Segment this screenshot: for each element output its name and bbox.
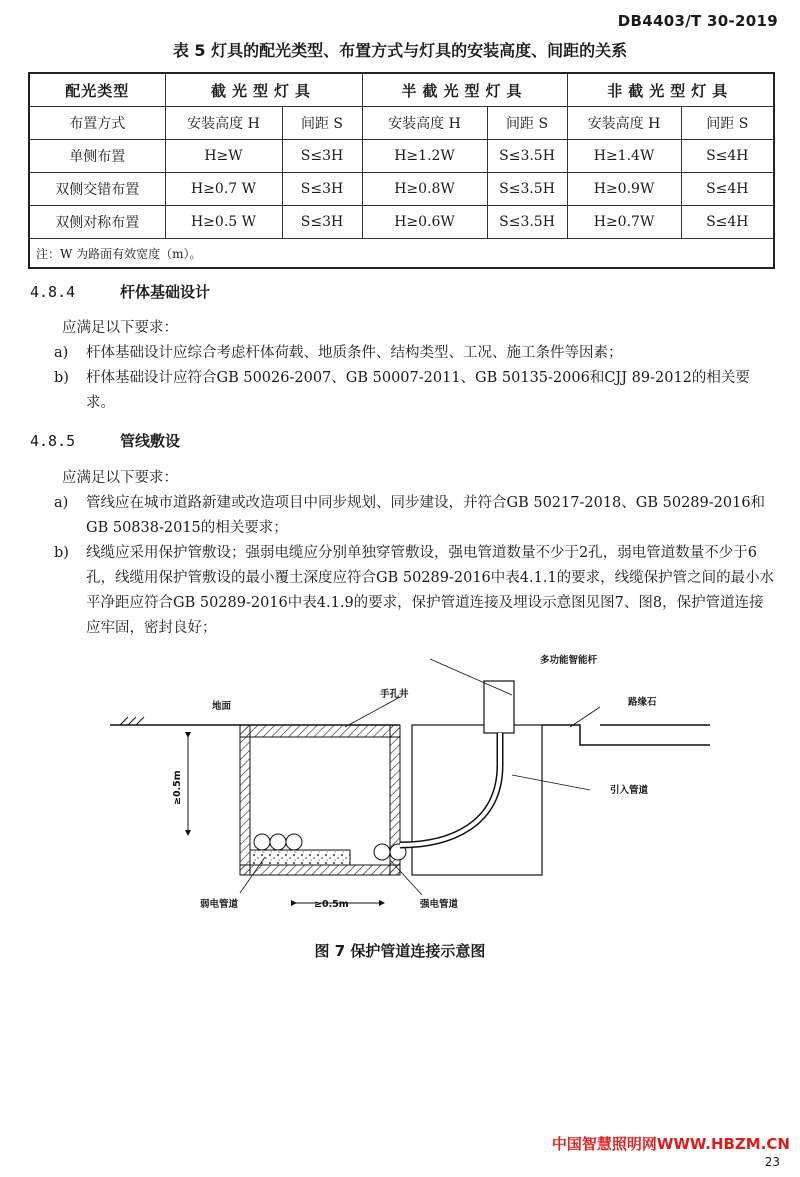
- ground-hatch: [120, 717, 144, 725]
- section-number: 4.8.4: [30, 283, 76, 301]
- subheader-cell: 安装高度 H: [165, 107, 282, 140]
- subheader-cell: 布置方式: [29, 107, 165, 140]
- header-cell: 配光类型: [29, 73, 165, 107]
- subheader-cell: 安装高度 H: [567, 107, 681, 140]
- section-number: 4.8.5: [30, 432, 76, 450]
- table-cell: S≤3H: [282, 140, 362, 173]
- list-item-label: b): [54, 545, 69, 561]
- table-row: [29, 206, 774, 239]
- lighting-spec-table: [28, 72, 775, 269]
- label-gap: ≥0.5m: [314, 899, 349, 910]
- table-cell: H≥W: [165, 140, 282, 173]
- label-weak-pipe: 弱电管道: [200, 899, 239, 910]
- list-item: [54, 491, 778, 541]
- section-intro: 应满足以下要求：: [62, 470, 178, 486]
- table-cell: S≤3H: [282, 173, 362, 206]
- table-cell: H≥1.2W: [362, 140, 487, 173]
- table-note-row: [29, 239, 774, 269]
- table-cell: S≤4H: [681, 140, 774, 173]
- section-heading-484: [30, 281, 210, 302]
- header-cell: 半截光型灯具: [362, 73, 567, 107]
- table-cell: 双侧交错布置: [29, 173, 165, 206]
- well-wall-left: [240, 725, 250, 875]
- label-curb: 路缘石: [628, 697, 657, 708]
- smart-pole: [484, 681, 514, 733]
- label-strong-pipe: 强电管道: [420, 899, 459, 910]
- list-item-label: b): [54, 370, 69, 386]
- figure-caption: 图 7 保护管道连接示意图: [314, 942, 486, 960]
- list-item-label: a): [54, 495, 69, 511]
- table-cell: H≥1.4W: [567, 140, 681, 173]
- table-cell: S≤4H: [681, 206, 774, 239]
- table-cell: 单侧布置: [29, 140, 165, 173]
- table-cell: H≥0.7W: [567, 206, 681, 239]
- label-depth: ≥0.5m: [172, 770, 183, 805]
- well-base: [240, 865, 400, 875]
- page-number: 23: [764, 1155, 780, 1169]
- table-row: [29, 173, 774, 206]
- label-pole: 多功能智能杆: [540, 655, 598, 666]
- watermark: 中国智慧照明网WWW.HBZM.CN: [551, 1135, 790, 1153]
- standard-code: DB4403/T 30-2019: [617, 12, 778, 30]
- section-intro: 应满足以下要求：: [62, 320, 178, 336]
- table-title: 表 5 灯具的配光类型、布置方式与灯具的安装高度、间距的关系: [172, 41, 628, 60]
- section-title: 管线敷设: [120, 432, 181, 450]
- table-cell: S≤3.5H: [487, 140, 567, 173]
- subheader-cell: 安装高度 H: [362, 107, 487, 140]
- list-item-text: 线缆应采用保护管敷设；强弱电缆应分别单独穿管敷设，强电管道数量不少于2孔，弱电管道数量不少于6孔，线缆用保护管敷设的最小覆土深度应符合GB 50289-2016中表4.1.1的要求，线缆保护管之间的最小水平净距应符合GB 50289-2016中表4.1.9的要求，保护管道连接及埋设示意图见图7、图8，保护管道连接应牢固，密封良好；: [86, 545, 775, 636]
- subheader-cell: 间距 S: [681, 107, 774, 140]
- table-cell: H≥0.8W: [362, 173, 487, 206]
- list-item: [54, 366, 778, 416]
- list-item-text: 杆体基础设计应符合GB 50026-2007、GB 50007-2011、GB 50135-2006和CJJ 89-2012的相关要求。: [86, 370, 750, 411]
- table-row: [29, 140, 774, 173]
- table-cell: S≤3.5H: [487, 173, 567, 206]
- pipe-connection-diagram: [100, 645, 720, 925]
- table-cell: S≤3.5H: [487, 206, 567, 239]
- header-cell: 截光型灯具: [165, 73, 362, 107]
- subheader-cell: 间距 S: [282, 107, 362, 140]
- table-cell: H≥0.7 W: [165, 173, 282, 206]
- list-item-text: 杆体基础设计应综合考虑杆体荷载、地质条件、结构类型、工况、施工条件等因素；: [86, 345, 623, 361]
- table-cell: S≤3H: [282, 206, 362, 239]
- header-cell: 非截光型灯具: [567, 73, 774, 107]
- list-item-label: a): [54, 345, 69, 361]
- label-ground: 地面: [212, 701, 232, 712]
- curb: [542, 725, 710, 745]
- table-cell: S≤4H: [681, 173, 774, 206]
- list-item: [54, 341, 778, 366]
- list-item-text: 管线应在城市道路新建或改造项目中同步规划、同步建设，并符合GB 50217-2018、GB 50289-2016和GB 50838-2015的相关要求；: [86, 495, 766, 536]
- list-item: [54, 541, 778, 641]
- section-title: 杆体基础设计: [120, 283, 211, 301]
- table-subheader-row: [29, 107, 774, 140]
- weak-pipes: [254, 834, 302, 850]
- table-header-row: [29, 73, 774, 107]
- section-heading-485: [30, 430, 180, 451]
- label-inlet-pipe: 引入管道: [610, 785, 649, 796]
- subheader-cell: 间距 S: [487, 107, 567, 140]
- inlet-pipe: [400, 733, 500, 845]
- table-cell: H≥0.6W: [362, 206, 487, 239]
- table-note: 注：W 为路面有效宽度（m）。: [29, 239, 774, 269]
- table-cell: H≥0.5 W: [165, 206, 282, 239]
- pole-foundation: [412, 725, 542, 875]
- table-cell: 双侧对称布置: [29, 206, 165, 239]
- label-handhole: 手孔井: [380, 689, 409, 700]
- table-cell: H≥0.9W: [567, 173, 681, 206]
- well-cover: [240, 725, 400, 737]
